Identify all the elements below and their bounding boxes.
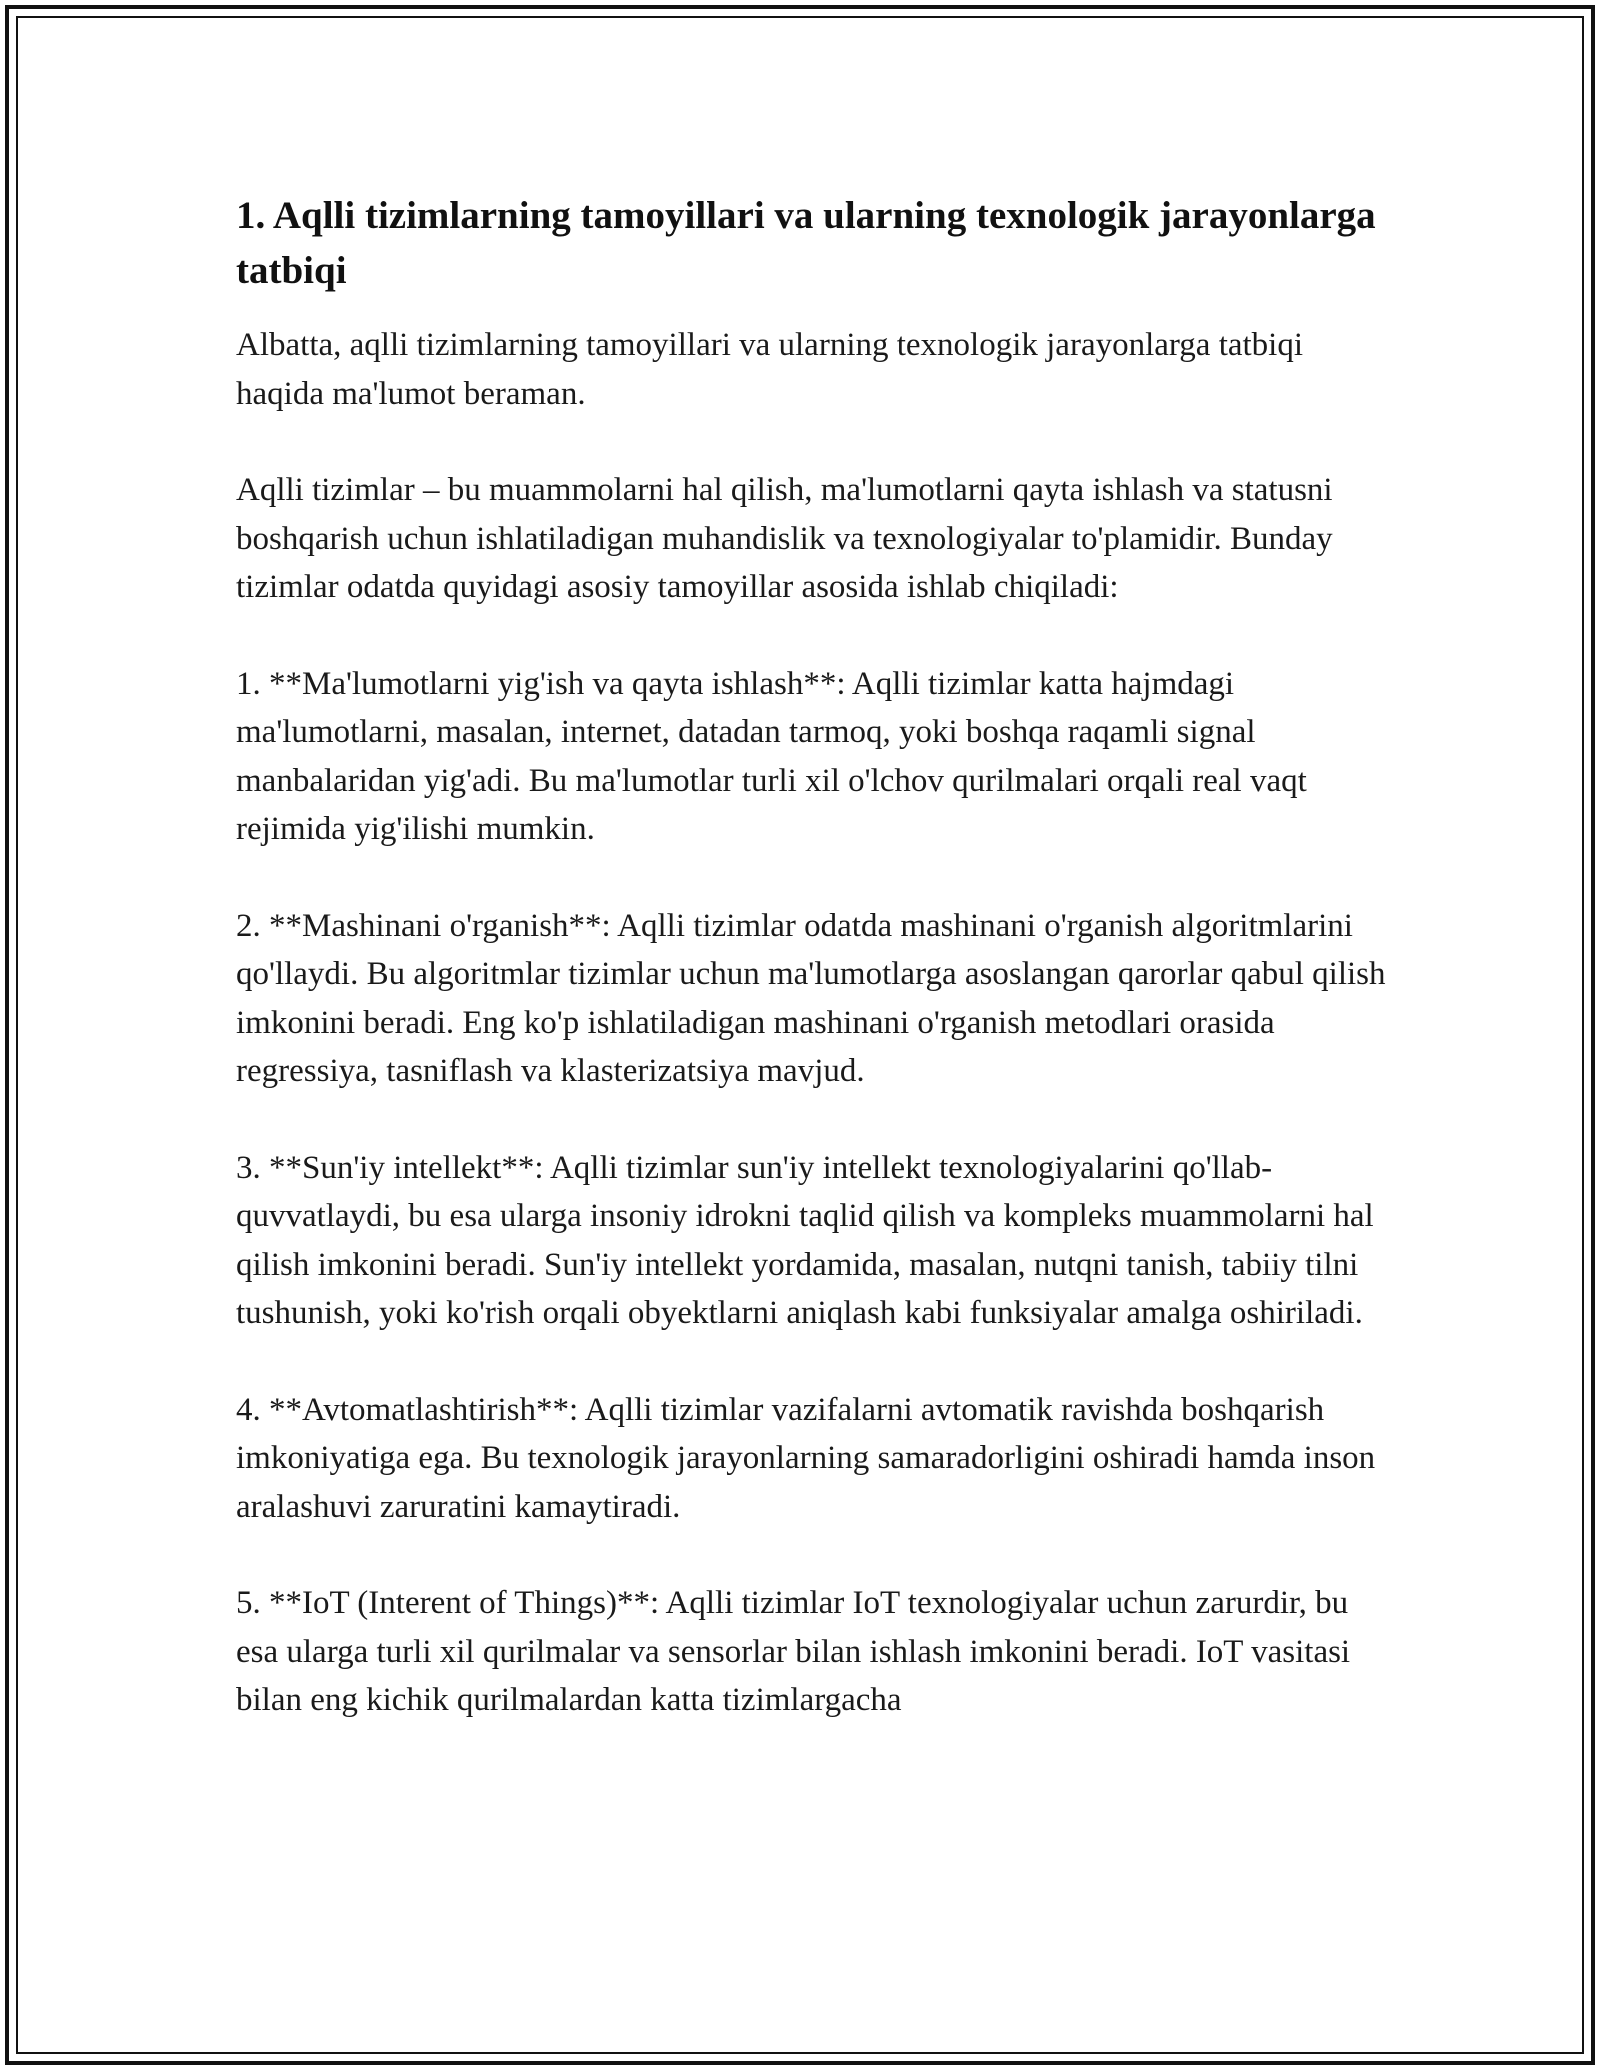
paragraph-item-3: 3. **Sun'iy intellekt**: Aqlli tizimlar sun'iy intellekt texnologiyalarini qo'llab-quvvatlaydi, bu esa ularga insoniy idrokni taqlid qilish va kompleks muammolarni hal qilish imkonini beradi. Sun'iy intellekt yordamida, masalan, nutqni tanish, tabiiy tilni tushunish, yoki ko'rish orqali obyektlarni aniqlash kabi funksiyalar amalga oshiriladi. — [236, 1149, 1374, 1331]
paragraph-item-1: 1. **Ma'lumotlarni yig'ish va qayta ishlash**: Aqlli tizimlar katta hajmdagi ma'lumotlarni, masalan, internet, datadan tarmoq, yoki boshqa raqamli signal manbalaridan yig'adi. Bu ma'lumotlar turli xil o'lchov qurilmalari orqali real vaqt rejimida yig'ilishi mumkin. — [236, 665, 1307, 847]
paragraph-definition: Aqlli tizimlar – bu muammolarni hal qilish, ma'lumotlarni qayta ishlash va statusni boshqarish uchun ishlatiladigan muhandislik va texnologiyalar to'plamidir. Bunday tizimlar odatda quyidagi asosiy tamoyillar asosida ishlab chiqiladi: — [236, 472, 1333, 605]
paragraph-item-2: 2. **Mashinani o'rganish**: Aqlli tizimlar odatda mashinani o'rganish algoritmlarini qo'llaydi. Bu algoritmlar tizimlar uchun ma'lumotlarga asoslangan qarorlar qabul qilish imkonini beradi. Eng ko'p ishlatiladigan mashinani o'rganish metodlari orasida regressiya, tasniflash va klasterizatsiya mavjud. — [236, 907, 1386, 1089]
paragraph-intro: Albatta, aqlli tizimlarning tamoyillari va ularning texnologik jarayonlarga tatbiqi haqida ma'lumot beraman. — [236, 327, 1304, 412]
paragraph-item-4: 4. **Avtomatlashtirish**: Aqlli tizimlar vazifalarni avtomatik ravishda boshqarish imkoniyatiga ega. Bu texnologik jarayonlarning samaradorligini oshiradi hamda inson aralashuvi zaruratini kamaytiradi. — [236, 1391, 1376, 1525]
document-content — [236, 188, 1386, 1773]
document-body — [236, 321, 1386, 1725]
paragraph-item-5: 5. **IoT (Interent of Things)**: Aqlli tizimlar IoT texnologiyalar uchun zarurdir, bu esa ularga turli xil qurilmalar va sensorlar bilan ishlash imkonini beradi. IoT vasitasi bilan eng kichik qurilmalardan katta tizimlargacha — [236, 1585, 1351, 1718]
document-title: 1. Aqlli tizimlarning tamoyillari va ularning texnologik jarayonlarga tatbiqi — [236, 194, 1376, 292]
